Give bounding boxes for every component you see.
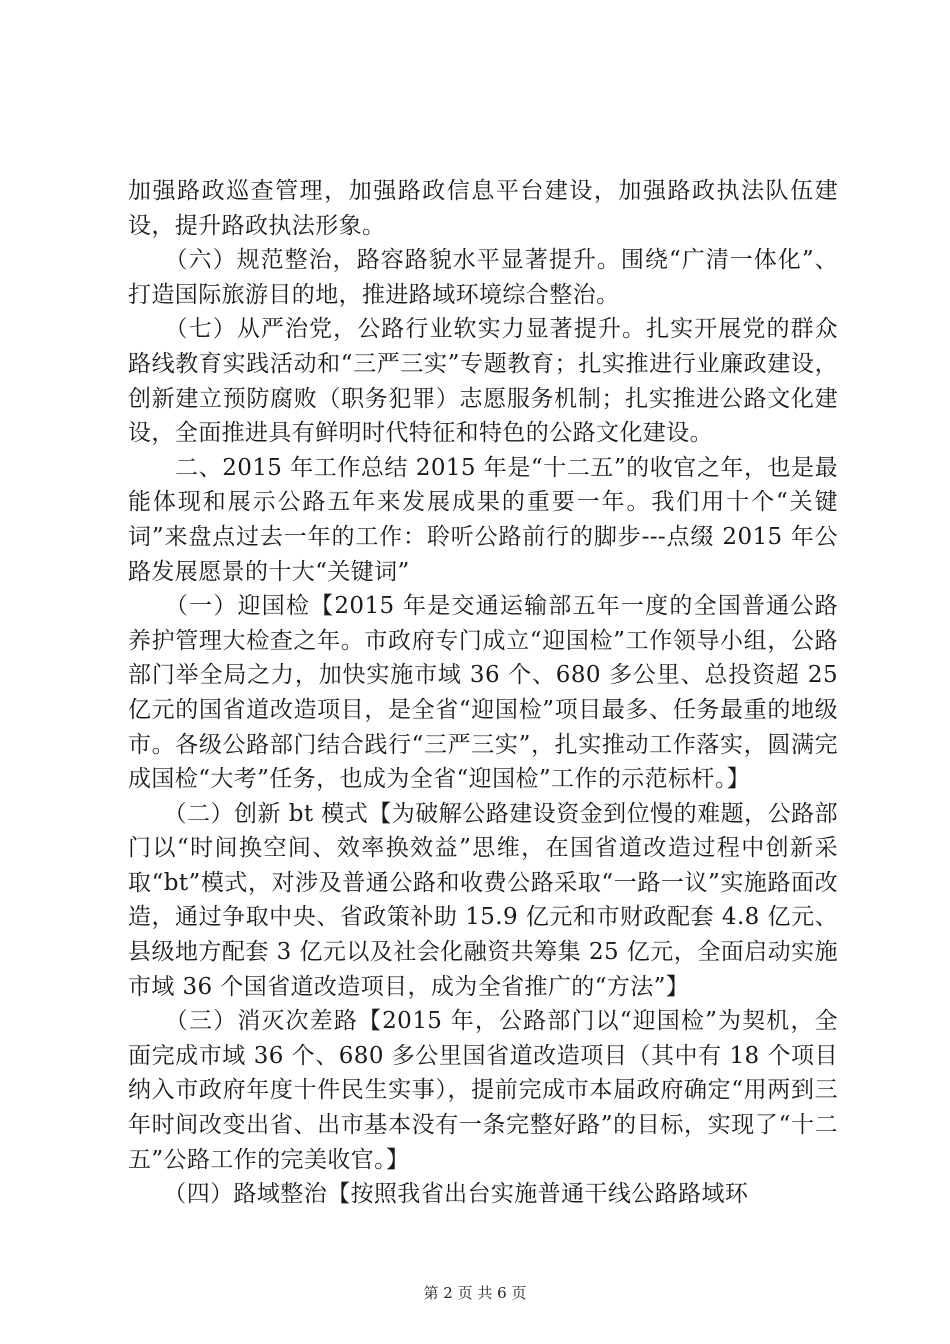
- paragraph-road-patrol: 加强路政巡查管理，加强路政信息平台建设，加强路政执法队伍建设，提升路政执法形象。: [128, 178, 838, 239]
- paragraph-keyword-3: （三）消灭次差路【2015 年，公路部门以“迎国检”为契机，全面完成市域 36 个、680 多公里国省道改造项目（其中有 18 个项目纳入市政府年度十件民生实事），提前完成市本届政府确定“用两到三年时间改变出省、出市基本没有一条完整好路”的目标，实现了“十二五”公路工作的完美收官。】: [128, 1008, 838, 1173]
- paragraph-keyword-2: （二）创新 bt 模式【为破解公路建设资金到位慢的难题，公路部门以“时间换空间、效率换效益”思维，在国省道改造过程中创新采取“bt”模式，对涉及普通公路和收费公路采取“一路一议”实施路面改造，通过争取中央、省政策补助 15.9 亿元和市财政配套 4.8 亿元、县级地方配套 3 亿元以及社会化融资共筹集 25 亿元，全面启动实施市域 36 个国省道改造项目，成为全省推广的“方法”】: [128, 800, 838, 1000]
- paragraph-work-summary-2015: 二、2015 年工作总结 2015 年是“十二五”的收官之年，也是最能体现和展示公路五年来发展成果的重要一年。我们用十个“关键词”来盘点过去一年的工作：聆听公路前行的脚步---点缀 2015 年公路发展愿景的十大“关键词”: [128, 454, 838, 585]
- paragraph-section-7: （七）从严治党，公路行业软实力显著提升。扎实开展党的群众路线教育实践活动和“三严三实”专题教育；扎实推进行业廉政建设，创新建立预防腐败（职务犯罪）志愿服务机制；扎实推进公路文化建设，全面推进具有鲜明时代特征和特色的公路文化建设。: [128, 316, 838, 447]
- paragraph-section-6: （六）规范整治，路容路貌水平显著提升。围绕“广清一体化”、打造国际旅游目的地，推进路域环境综合整治。: [128, 247, 838, 308]
- document-body: [128, 174, 846, 1212]
- page-footer: 第 2 页 共 6 页: [423, 1284, 527, 1302]
- paragraph-keyword-1: （一）迎国检【2015 年是交通运输部五年一度的全国普通公路养护管理大检查之年。市政府专门成立“迎国检”工作领导小组，公路部门举全局之力，加快实施市域 36 个、680 多公里、总投资超 25 亿元的国省道改造项目，是全省“迎国检”项目最多、任务最重的地级市。各级公路部门结合践行“三严三实”，扎实推动工作落实，圆满完成国检“大考”任务，也成为全省“迎国检”工作的示范标杆。】: [128, 593, 846, 793]
- paragraph-keyword-4: （四）路域整治【按照我省出台实施普通干线公路路域环: [128, 1181, 749, 1208]
